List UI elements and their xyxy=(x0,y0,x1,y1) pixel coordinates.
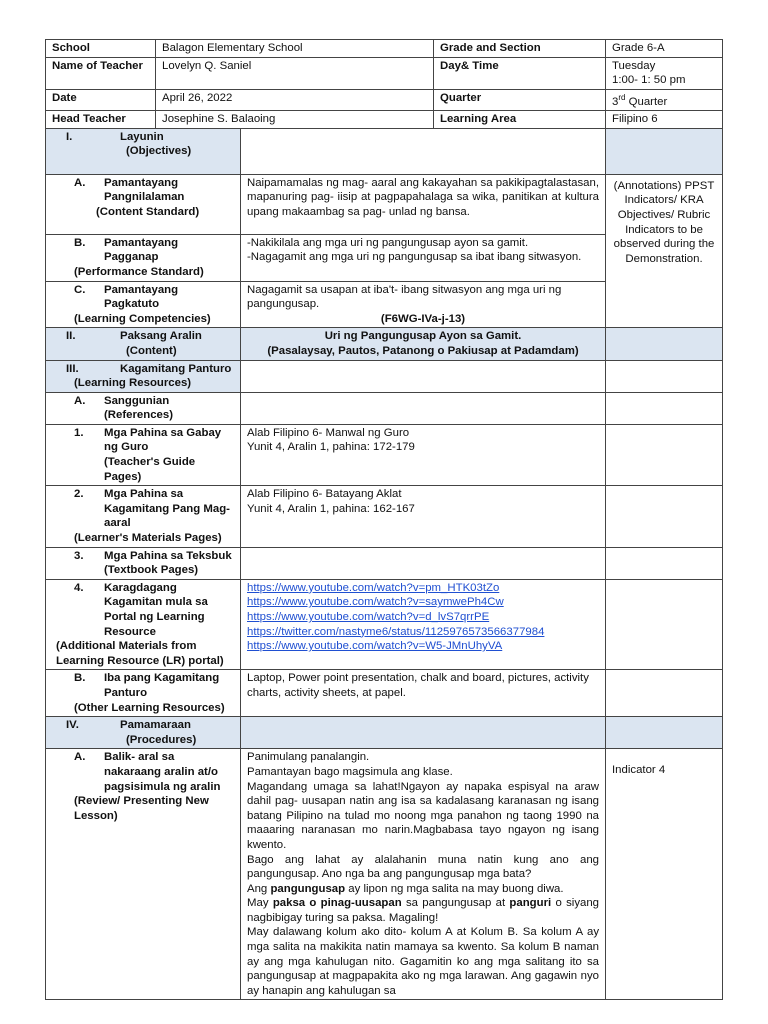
grade-label: Grade and Section xyxy=(434,40,606,58)
resource-link-1[interactable]: https://www.youtube.com/watch?v=pm_HTK03tZo xyxy=(247,581,500,594)
area-value: Filipino 6 xyxy=(606,111,723,129)
performance-standard-line1: -Nakikilala ang mga uri ng pangungusap ayon sa gamit. xyxy=(247,236,529,249)
additional-materials-label xyxy=(46,579,241,670)
grade-value: Grade 6-A xyxy=(606,40,723,58)
section-content xyxy=(46,328,723,360)
resource-link-2[interactable]: https://www.youtube.com/watch?v=saymwePh4Cw xyxy=(247,596,504,609)
learning-resources-title: Kagamitang Panturo xyxy=(120,362,232,375)
header-row-school xyxy=(46,40,723,58)
learning-resources-sub: (Learning Resources) xyxy=(74,377,192,390)
performance-standard-sub: (Performance Standard) xyxy=(74,265,204,278)
quarter-number: 3 xyxy=(612,95,619,108)
teachers-guide-label xyxy=(46,424,241,485)
content-topic-line2: (Pasalaysay, Pautos, Patanong o Pakiusap at Padamdam) xyxy=(267,344,579,357)
daytime-value xyxy=(606,57,723,89)
teachers-guide-line1: Alab Filipino 6- Manwal ng Guro xyxy=(247,426,410,439)
objectives-notes xyxy=(606,128,723,174)
procedures-label xyxy=(46,717,241,749)
textbook-pages-key: 3. xyxy=(74,549,84,562)
review-p5 xyxy=(247,882,599,897)
objectives-label xyxy=(46,128,241,174)
review-p6-bold1: paksa o pinag-uusapan xyxy=(272,897,402,910)
lesson-plan-document xyxy=(45,39,722,1000)
other-resources-key: B. xyxy=(74,672,86,685)
school-value: Balagon Elementary School xyxy=(156,40,434,58)
review-p6 xyxy=(247,896,599,925)
learning-competencies-text xyxy=(241,281,606,328)
review-p5-bold: pangungusap xyxy=(270,882,346,895)
references-sub: (References) xyxy=(104,409,174,422)
content-standard-label xyxy=(46,174,241,234)
additional-materials-title: Karagdagang Kagamitan mula sa Portal ng Learning Resource xyxy=(104,581,208,638)
resource-link-4[interactable]: https://twitter.com/nastyme6/status/1125976573566377984 xyxy=(247,625,545,638)
learning-competencies-sub: (Learning Competencies) xyxy=(74,312,211,325)
date-value: April 26, 2022 xyxy=(156,89,434,110)
school-label: School xyxy=(46,40,156,58)
learning-resources-content xyxy=(241,360,606,392)
learners-materials-notes xyxy=(606,486,723,547)
learners-materials-line1: Alab Filipino 6- Batayang Aklat xyxy=(247,488,402,501)
performance-standard-label xyxy=(46,234,241,281)
quarter-text: Quarter xyxy=(625,95,668,108)
performance-standard-text xyxy=(241,234,606,281)
review-sub: (Review/ Presenting New Lesson) xyxy=(74,795,209,822)
section-content-standard xyxy=(46,174,723,234)
references-label xyxy=(46,392,241,424)
time-value: 1:00- 1: 50 pm xyxy=(612,74,686,87)
section-learning-resources xyxy=(46,360,723,392)
review-p7: May dalawang kolum ako dito- kolum A at Kolum B. Sa kolum A ay mga salita na makikita natin mamaya sa kwento. Sa kolum B naman ay ang mga kahulugan nito. Gagamitin ko ang mga salitang ito sa pangungusap at magpapakita ako ng mga larawan. Ang gagawin nyo ay hanapin ang kahulugan sa xyxy=(247,926,600,997)
references-content xyxy=(241,392,606,424)
section-learners-materials xyxy=(46,486,723,547)
annotations-notes: (Annotations) PPST Indicators/ KRA Objectives/ Rubric Indicators to be observed during the Demonstration. xyxy=(606,174,723,328)
content-standard-title: Pamantayang Pangnilalaman xyxy=(104,176,185,204)
learning-competencies-code: (F6WG-IVa-j-13) xyxy=(380,312,466,325)
review-p6-a: May xyxy=(247,897,273,910)
additional-materials-sub: (Additional Materials from Learning Resource (LR) portal) xyxy=(56,640,224,667)
quarter-label: Quarter xyxy=(434,89,606,110)
learning-resources-key: III. xyxy=(66,362,79,375)
section-procedures xyxy=(46,717,723,749)
teachers-guide-notes xyxy=(606,424,723,485)
section-review xyxy=(46,749,723,1000)
content-standard-sub: (Content Standard) xyxy=(96,205,200,218)
head-label: Head Teacher xyxy=(46,111,156,129)
review-label xyxy=(46,749,241,1000)
learners-materials-label xyxy=(46,486,241,547)
content-topic-line1: Uri ng Pangungusap Ayon sa Gamit. xyxy=(324,330,522,343)
procedures-title: Pamamaraan xyxy=(120,719,191,732)
quarter-value xyxy=(606,89,723,110)
learning-resources-notes xyxy=(606,360,723,392)
learners-materials-title: Mga Pahina sa Kagamitang Pang Mag- aaral xyxy=(104,488,230,530)
teacher-value: Lovelyn Q. Saniel xyxy=(156,57,434,89)
content-notes xyxy=(606,328,723,360)
review-p5-a: Ang xyxy=(247,882,271,895)
area-label: Learning Area xyxy=(434,111,606,129)
additional-materials-key: 4. xyxy=(74,581,84,594)
content-key: II. xyxy=(66,330,76,343)
other-resources-label xyxy=(46,670,241,717)
review-p6-e: o siyang nagbibigay turing sa paksa. Magaling! xyxy=(247,897,600,924)
other-resources-text: Laptop, Power point presentation, chalk and board, pictures, activity charts, activity sheets, at papel. xyxy=(241,670,606,717)
content-title: Paksang Aralin xyxy=(120,330,202,343)
section-teachers-guide xyxy=(46,424,723,485)
learners-materials-key: 2. xyxy=(74,488,84,501)
teacher-label: Name of Teacher xyxy=(46,57,156,89)
content-standard-text: Naipamamalas ng mag- aaral ang kakayahan sa pakikipagtalastasan, mapanuring pag- iisip at pagpapahalaga sa wika, panitikan at kultura upang makaambag sa pag- unlad ng bansa. xyxy=(241,174,606,234)
procedures-notes xyxy=(606,717,723,749)
review-p5-c: ay lipon ng mga salita na may buong diwa. xyxy=(345,882,564,895)
date-label: Date xyxy=(46,89,156,110)
teachers-guide-key: 1. xyxy=(74,426,84,439)
content-topic xyxy=(241,328,606,360)
textbook-pages-sub: (Textbook Pages) xyxy=(104,564,199,577)
other-resources-sub: (Other Learning Resources) xyxy=(74,701,225,714)
quarter-suffix: rd xyxy=(618,92,626,102)
head-value: Josephine S. Balaoing xyxy=(156,111,434,129)
objectives-content xyxy=(241,128,606,174)
performance-standard-title: Pamantayang Pagganap xyxy=(104,236,179,264)
procedures-key: IV. xyxy=(66,719,79,732)
procedures-sub: (Procedures) xyxy=(126,733,197,746)
references-notes xyxy=(606,392,723,424)
review-indicator: Indicator 4 xyxy=(606,749,723,1000)
learning-competencies-key: C. xyxy=(74,283,86,296)
teachers-guide-line2: Yunit 4, Aralin 1, pahina: 172-179 xyxy=(247,441,415,454)
section-additional-materials xyxy=(46,579,723,670)
resource-link-3[interactable]: https://www.youtube.com/watch?v=d_lvS7qrrPE xyxy=(247,611,490,624)
section-references xyxy=(46,392,723,424)
section-other-resources xyxy=(46,670,723,717)
learning-competencies-title: Pamantayang Pagkatuto xyxy=(104,283,179,311)
textbook-pages-title: Mga Pahina sa Teksbuk xyxy=(104,549,232,562)
review-title: Balik- aral sa nakaraang aralin at/o pagsisimula ng aralin xyxy=(104,751,221,793)
other-resources-notes xyxy=(606,670,723,717)
daytime-label: Day& Time xyxy=(434,57,606,89)
review-text xyxy=(241,749,606,1000)
additional-materials-notes xyxy=(606,579,723,670)
textbook-pages-label xyxy=(46,547,241,579)
section-textbook-pages xyxy=(46,547,723,579)
objectives-title: Layunin xyxy=(120,130,164,143)
learners-materials-text xyxy=(241,486,606,547)
teachers-guide-text xyxy=(241,424,606,485)
review-p6-bold2: panguri xyxy=(509,897,552,910)
section-objectives xyxy=(46,128,723,174)
day-value: Tuesday xyxy=(612,59,656,72)
teachers-guide-title: Mga Pahina sa Gabay ng Guro xyxy=(104,426,222,454)
performance-standard-key: B. xyxy=(74,236,86,249)
references-title: Sanggunian xyxy=(104,394,170,407)
header-row-teacher xyxy=(46,57,723,89)
content-sub: (Content) xyxy=(126,344,177,357)
references-key: A. xyxy=(74,394,86,407)
header-row-date xyxy=(46,89,723,110)
objectives-sub: (Objectives) xyxy=(126,145,192,158)
content-label xyxy=(46,328,241,360)
learning-competencies-content: Nagagamit sa usapan at iba't- ibang sitwasyon ang mga uri ng pangungusap. xyxy=(247,283,562,311)
other-resources-title: Iba pang Kagamitang Panturo xyxy=(104,672,220,699)
header-row-head xyxy=(46,111,723,129)
procedures-content xyxy=(241,717,606,749)
learning-competencies-label xyxy=(46,281,241,328)
teachers-guide-sub: (Teacher's Guide Pages) xyxy=(104,456,196,483)
review-p3: Magandang umaga sa lahat!Ngayon ay napaka espisyal na araw dahil pag- uusapan natin ang isa sa kadalasang karanasan ng isang batang Pilipino na tulad mo noong mga panahon ng taong 1990 na maaaring naranasan mo narin.Magbabasa tayo ngayon ng isang kwento. xyxy=(247,780,600,851)
resource-link-5[interactable]: https://www.youtube.com/watch?v=W5-JMnUhyVA xyxy=(247,640,503,653)
lesson-plan-table xyxy=(45,39,723,1000)
review-p4: Bago ang lahat ay alalahanin muna natin kung ano ang pangungusap. Ano nga ba ang pangungusap mga bata? xyxy=(247,853,600,881)
review-p2: Pamantayan bago magsimula ang klase. xyxy=(247,765,453,778)
performance-standard-line2: -Nagagamit ang mga uri ng pangungusap sa ibat ibang sitwasyon. xyxy=(247,251,582,264)
content-standard-key: A. xyxy=(74,176,86,189)
learning-resources-label xyxy=(46,360,241,392)
learners-materials-line2: Yunit 4, Aralin 1, pahina: 162-167 xyxy=(247,502,415,515)
textbook-pages-notes xyxy=(606,547,723,579)
review-p1: Panimulang panalangin. xyxy=(247,751,370,764)
review-key: A. xyxy=(74,751,86,764)
review-p6-c: sa pangungusap at xyxy=(401,897,510,910)
objectives-key: I. xyxy=(66,130,73,143)
learners-materials-sub: (Learner's Materials Pages) xyxy=(74,532,222,545)
textbook-pages-text xyxy=(241,547,606,579)
additional-materials-links xyxy=(241,579,606,670)
